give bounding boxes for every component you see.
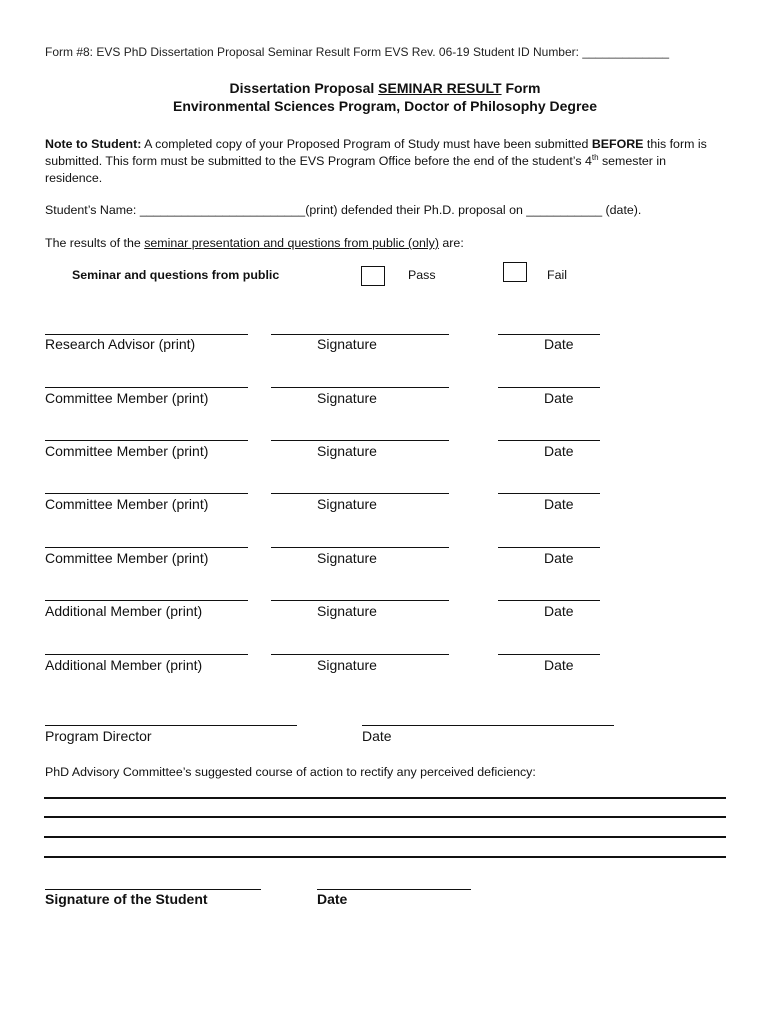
date-line[interactable] — [498, 600, 600, 601]
student-date-label: Date — [317, 891, 348, 907]
director-label: Program Director — [45, 728, 152, 744]
note-to-student — [45, 136, 725, 187]
name-line[interactable] — [45, 600, 248, 601]
advisory-line-1[interactable] — [44, 797, 726, 799]
name-line[interactable] — [45, 654, 248, 655]
name-line[interactable] — [45, 334, 248, 335]
advisory-prompt: PhD Advisory Committee’s suggested course of action to rectify any perceived deficiency: — [45, 765, 536, 779]
signature-label: Signature — [317, 603, 377, 619]
advisory-line-4[interactable] — [44, 856, 726, 858]
results-pre: The results of the — [45, 236, 145, 250]
signature-label: Signature — [317, 657, 377, 673]
signature-label: Signature — [317, 336, 377, 352]
pass-checkbox[interactable] — [361, 266, 385, 286]
role-label: Committee Member (print) — [45, 443, 209, 459]
form-title — [0, 80, 770, 96]
seminar-label: Seminar and questions from public — [72, 268, 280, 282]
date-label: Date — [544, 603, 574, 619]
title-underlined: SEMINAR RESULT — [378, 80, 502, 96]
signature-label: Signature — [317, 550, 377, 566]
date-line[interactable] — [498, 547, 600, 548]
title-post: Form — [501, 80, 541, 96]
director-date-label: Date — [362, 728, 392, 744]
note-text-b: this form is submitted. This form must be submitted to the EVS Program Office before the end of the student’s 4 — [45, 137, 707, 168]
student-date-line[interactable] — [317, 889, 471, 890]
director-date-line[interactable] — [362, 725, 614, 726]
fail-label: Fail — [547, 268, 567, 282]
student-signature-label: Signature of the Student — [45, 891, 208, 907]
results-line — [45, 236, 464, 250]
date-label: Date — [544, 550, 574, 566]
pass-label: Pass — [408, 268, 436, 282]
student-name-line[interactable]: Student’s Name: ________________________(print) defended their Ph.D. proposal on ___________ (date). — [45, 203, 642, 217]
date-line[interactable] — [498, 387, 600, 388]
date-line[interactable] — [498, 440, 600, 441]
date-label: Date — [544, 657, 574, 673]
date-label: Date — [544, 390, 574, 406]
role-label: Committee Member (print) — [45, 390, 209, 406]
signature-line[interactable] — [271, 547, 449, 548]
role-label: Additional Member (print) — [45, 657, 203, 673]
director-name-line[interactable] — [45, 725, 297, 726]
signature-line[interactable] — [271, 334, 449, 335]
signature-line[interactable] — [271, 600, 449, 601]
date-label: Date — [544, 496, 574, 512]
results-underlined: seminar presentation and questions from public (only) — [144, 236, 439, 250]
results-post: are: — [438, 236, 464, 250]
signature-line[interactable] — [271, 387, 449, 388]
signature-line[interactable] — [271, 440, 449, 441]
role-label: Committee Member (print) — [45, 496, 209, 512]
date-label: Date — [544, 443, 574, 459]
signature-line[interactable] — [271, 493, 449, 494]
form-header: Form #8: EVS PhD Dissertation Proposal Seminar Result Form EVS Rev. 06-19 Student ID Number: _____________ — [45, 45, 670, 59]
note-before: BEFORE — [591, 137, 644, 151]
note-text-c: semester in residence. — [45, 154, 667, 185]
date-line[interactable] — [498, 334, 600, 335]
fail-checkbox[interactable] — [503, 262, 527, 282]
date-line[interactable] — [498, 493, 600, 494]
role-label: Committee Member (print) — [45, 550, 209, 566]
date-label: Date — [544, 336, 574, 352]
name-line[interactable] — [45, 493, 248, 494]
form-subtitle: Environmental Sciences Program, Doctor of Philosophy Degree — [173, 98, 597, 114]
name-line[interactable] — [45, 440, 248, 441]
note-text-a: A completed copy of your Proposed Program of Study must have been submitted — [141, 137, 592, 151]
role-label: Additional Member (print) — [45, 603, 203, 619]
advisory-line-2[interactable] — [44, 816, 726, 818]
title-pre: Dissertation Proposal — [229, 80, 379, 96]
note-label: Note to Student: — [45, 137, 142, 151]
student-signature-line[interactable] — [45, 889, 261, 890]
signature-label: Signature — [317, 390, 377, 406]
signature-label: Signature — [317, 496, 377, 512]
signature-label: Signature — [317, 443, 377, 459]
name-line[interactable] — [45, 547, 248, 548]
name-line[interactable] — [45, 387, 248, 388]
date-line[interactable] — [498, 654, 600, 655]
advisory-line-3[interactable] — [44, 836, 726, 838]
role-label: Research Advisor (print) — [45, 336, 196, 352]
signature-line[interactable] — [271, 654, 449, 655]
note-sup: th — [591, 153, 599, 162]
